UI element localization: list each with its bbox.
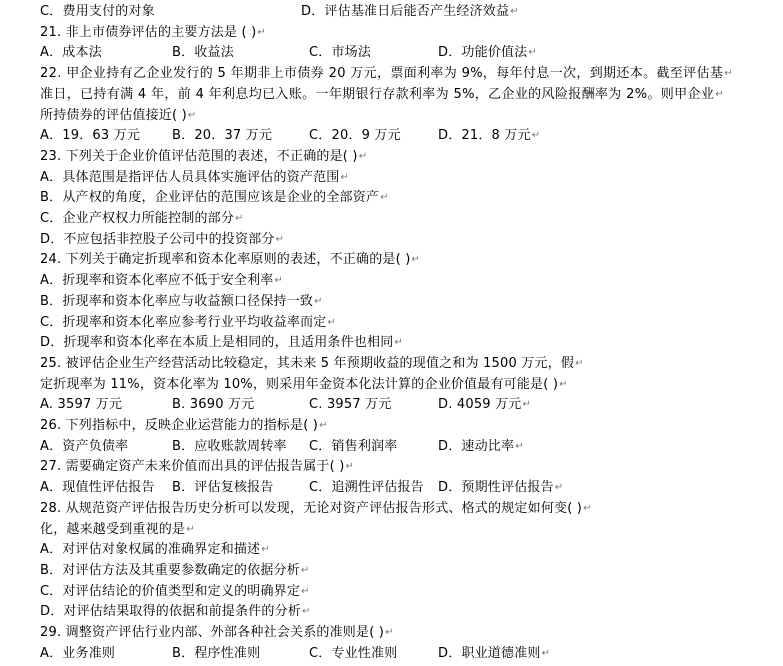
option-text: D. 4059 万元↵ [438, 397, 532, 413]
option-text: C．追溯性评估报告 [309, 480, 424, 496]
text-line [40, 332, 403, 353]
text-line [40, 105, 196, 126]
option-text: A．资产负债率 [40, 438, 129, 454]
line-text: 22. 甲企业持有乙企业发行的 5 年期非上市债券 20 万元，票面利率为 9%，每年付息一次，到期还本。截至评估基 [40, 66, 724, 82]
option-text: D．预期性评估报告↵ [438, 480, 564, 496]
line-text: 定折现率为 11%，资本化率为 10%，则采用年金资本化法计算的企业价值最有可能是( ) [40, 376, 559, 392]
return-mark-icon: ↵ [528, 47, 538, 59]
return-mark-icon: ↵ [583, 502, 592, 514]
text-line [40, 312, 336, 333]
option-text: B. 3690 万元 [172, 397, 255, 413]
return-mark-icon: ↵ [715, 88, 724, 100]
line-text: 26. 下列指标中，反映企业运营能力的指标是( ) [40, 418, 319, 433]
text-line [40, 22, 266, 43]
return-mark-icon: ↵ [531, 130, 541, 142]
text-line [40, 187, 389, 208]
option-text: D．评估基准日后能否产生经济效益↵ [301, 4, 519, 19]
text-line [40, 167, 349, 188]
option-text: B．收益法 [172, 45, 234, 61]
option-text: C．20．9 万元 [309, 128, 401, 144]
return-mark-icon: ↵ [186, 523, 195, 535]
line-text: D．对评估结果取得的依据和前提条件的分析 [40, 604, 302, 620]
return-mark-icon: ↵ [327, 316, 337, 328]
return-mark-icon: ↵ [380, 192, 389, 204]
text-line [40, 539, 270, 560]
line-text: 21. 非上市债券评估的主要方法是 ( ) [40, 24, 257, 40]
option-text: A．成本法 [40, 45, 102, 61]
text-line [40, 84, 724, 105]
line-text: 化，越来越受到重视的是 [40, 521, 186, 537]
option-text: A．19．63 万元 [40, 128, 141, 144]
line-text: A．具体范围是指评估人员具体实施评估的资产范围 [40, 169, 340, 185]
line-text: D．折现率和资本化率在本质上是相同的，且适用条件也相同 [40, 335, 394, 351]
line-text: 23. 下列关于企业价值评估范围的表述，不正确的是( ) [40, 148, 358, 164]
return-mark-icon: ↵ [724, 68, 733, 80]
return-mark-icon: ↵ [575, 357, 584, 369]
option-text: D．速动比率↵ [438, 438, 524, 454]
text-line [40, 601, 311, 622]
line-text: 25. 被评估企业生产经营活动比较稳定，其未来 5 年预期收益的现值之和为 1500 万元，假 [40, 355, 575, 371]
option-text: C. 3957 万元 [309, 397, 392, 413]
text-line [40, 622, 394, 643]
line-text: A．对评估对象权属的准确界定和描述 [40, 542, 261, 558]
text-line [40, 415, 328, 436]
text-line [40, 353, 584, 374]
return-mark-icon: ↵ [340, 171, 350, 183]
text-line [40, 374, 568, 395]
line-text: 27. 需要确定资产未来价值而出具的评估报告属于( ) [40, 459, 345, 475]
option-text: C．专业性准则 [309, 645, 398, 661]
option-text: C．市场法 [309, 45, 372, 61]
return-mark-icon: ↵ [559, 378, 568, 390]
option-text: D．功能价值法↵ [438, 45, 538, 61]
text-line [40, 560, 310, 581]
return-mark-icon: ↵ [411, 254, 421, 266]
return-mark-icon: ↵ [345, 461, 355, 473]
line-text: 24. 下列关于确定折现率和资本化率原则的表述，不正确的是( ) [40, 252, 411, 268]
line-text: 29. 调整资产评估行业内部、外部各种社会关系的准则是( ) [40, 625, 385, 640]
text-line [40, 229, 284, 250]
text-line [40, 270, 283, 291]
text-line [40, 208, 244, 229]
return-mark-icon: ↵ [319, 420, 328, 431]
text-line [40, 519, 195, 540]
line-text: C．企业产权权力所能控制的部分 [40, 211, 235, 226]
option-text: C．费用支付的对象 [40, 4, 155, 19]
return-mark-icon: ↵ [235, 213, 244, 224]
return-mark-icon: ↵ [385, 627, 394, 638]
line-text: 所持债券的评估值接近( ) [40, 107, 187, 123]
return-mark-icon: ↵ [541, 647, 551, 659]
return-mark-icon: ↵ [314, 295, 323, 307]
option-text: B．评估复核报告 [172, 480, 274, 496]
line-text: 28. 从规范资产评估报告历史分析可以发现，无论对资产评估报告形式、格式的规定如何变( ) [40, 500, 583, 516]
option-text: A．业务准则 [40, 645, 116, 661]
option-text: D．职业道德准则↵ [438, 645, 551, 661]
option-text: A．现值性评估报告 [40, 480, 155, 496]
return-mark-icon: ↵ [301, 585, 310, 597]
return-mark-icon: ↵ [257, 26, 267, 38]
option-text: D．21．8 万元↵ [438, 128, 541, 144]
text-line [40, 581, 310, 602]
line-text: B．折现率和资本化率应与收益额口径保持一致 [40, 293, 314, 309]
return-mark-icon: ↵ [187, 109, 197, 121]
option-text: B．应收账款周转率 [172, 438, 287, 454]
line-text: B．从产权的角度，企业评估的范围应该是企业的全部资产 [40, 190, 380, 206]
return-mark-icon: ↵ [358, 150, 368, 162]
return-mark-icon: ↵ [300, 564, 310, 576]
line-text: A．折现率和资本化率应不低于安全利率 [40, 273, 274, 289]
return-mark-icon: ↵ [302, 606, 311, 618]
return-mark-icon: ↵ [515, 440, 524, 452]
text-line [40, 249, 420, 270]
line-text: D．不应包括非控股子公司中的投资部分 [40, 231, 275, 247]
return-mark-icon: ↵ [261, 544, 270, 556]
line-text: C．折现率和资本化率应参考行业平均收益率而定 [40, 314, 327, 330]
option-text: B．程序性准则 [172, 645, 261, 661]
text-line [40, 63, 733, 84]
return-mark-icon: ↵ [394, 337, 404, 349]
return-mark-icon: ↵ [275, 233, 285, 245]
line-text: B．对评估方法及其重要参数确定的依据分析 [40, 562, 300, 578]
option-text: C．销售利润率 [309, 438, 398, 454]
text-line [40, 291, 323, 312]
return-mark-icon: ↵ [510, 6, 519, 17]
text-line [40, 498, 592, 519]
return-mark-icon: ↵ [554, 482, 564, 494]
option-text: A. 3597 万元 [40, 397, 123, 413]
line-text: 准日，已持有满 4 年，前 4 年利息均已入账。一年期银行存款利率为 5%，乙企业的风险报酬率为 2%。则甲企业 [40, 86, 715, 102]
return-mark-icon: ↵ [522, 399, 532, 411]
text-line [40, 146, 367, 167]
text-line [40, 456, 354, 477]
line-text: C．对评估结论的价值类型和定义的明确界定 [40, 583, 301, 599]
option-text: B．20．37 万元 [172, 128, 273, 144]
return-mark-icon: ↵ [274, 275, 284, 287]
